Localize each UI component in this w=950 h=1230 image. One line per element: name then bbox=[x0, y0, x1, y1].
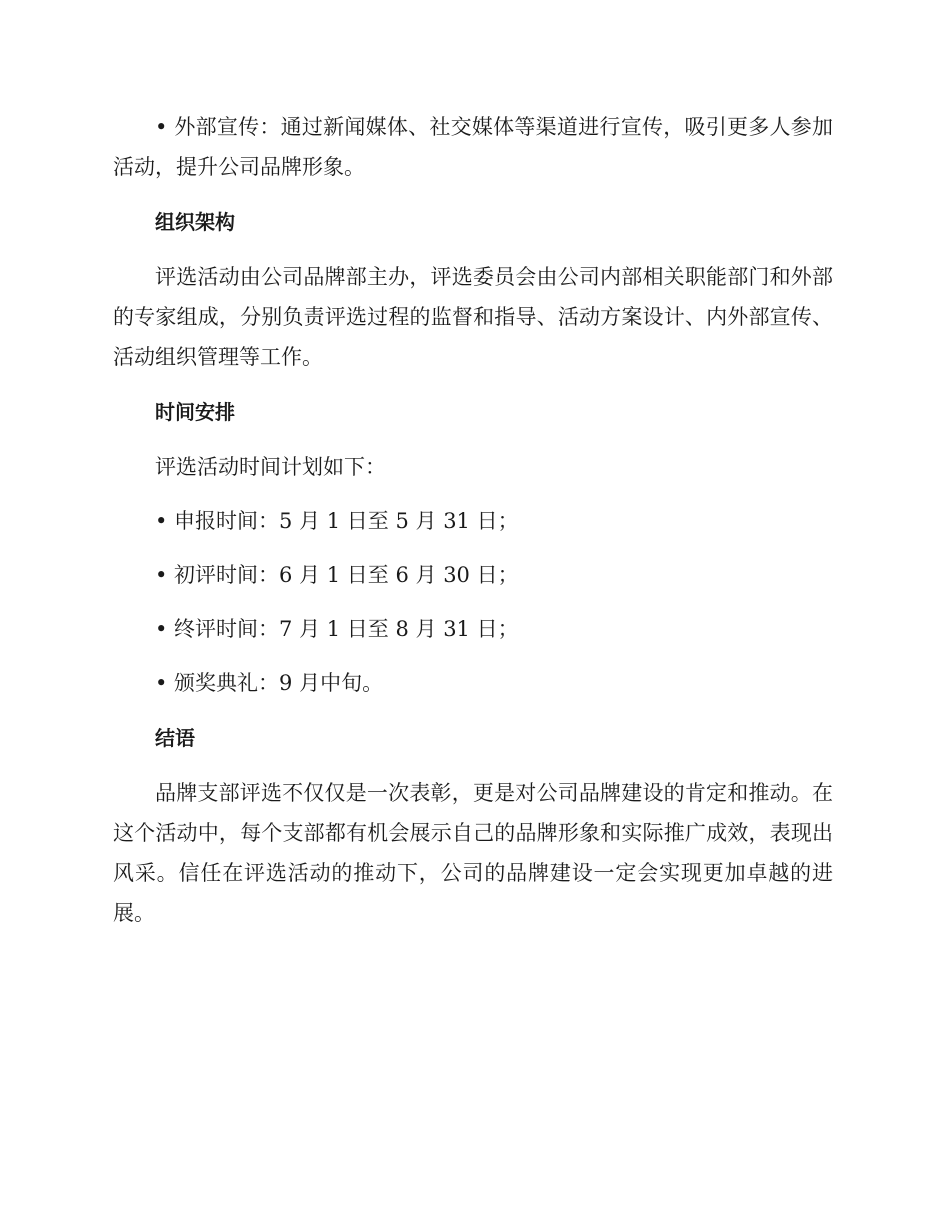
list-item-application-period: • 申报时间：5 月 1 日至 5 月 31 日； bbox=[155, 509, 519, 533]
paragraph-organization: 评选活动由公司品牌部主办，评选委员会由公司内部相关职能部门和外部的专家组成，分别负责评选过程的监督和指导、活动方案设计、内外部宣传、活动组织管理等工作。 bbox=[113, 265, 833, 369]
paragraph-schedule-intro: 评选活动时间计划如下： bbox=[155, 455, 386, 479]
section-heading-conclusion: 结语 bbox=[155, 726, 195, 750]
list-item-preliminary-review: • 初评时间：6 月 1 日至 6 月 30 日； bbox=[155, 563, 519, 587]
section-heading-schedule: 时间安排 bbox=[155, 400, 235, 424]
list-item-award-ceremony: • 颁奖典礼：9 月中旬。 bbox=[155, 671, 384, 695]
section-heading-organization: 组织架构 bbox=[155, 210, 235, 234]
paragraph-conclusion: 品牌支部评选不仅仅是一次表彰，更是对公司品牌建设的肯定和推动。在这个活动中，每个支部都有机会展示自己的品牌形象和实际推广成效，表现出风采。信任在评选活动的推动下，公司的品牌建设一定会实现更加卓越的进展。 bbox=[113, 781, 833, 925]
list-item-final-review: • 终评时间：7 月 1 日至 8 月 31 日； bbox=[155, 617, 519, 641]
document-page bbox=[113, 107, 833, 933]
paragraph-external-promotion: • 外部宣传：通过新闻媒体、社交媒体等渠道进行宣传，吸引更多人参加活动，提升公司品牌形象。 bbox=[113, 115, 833, 179]
